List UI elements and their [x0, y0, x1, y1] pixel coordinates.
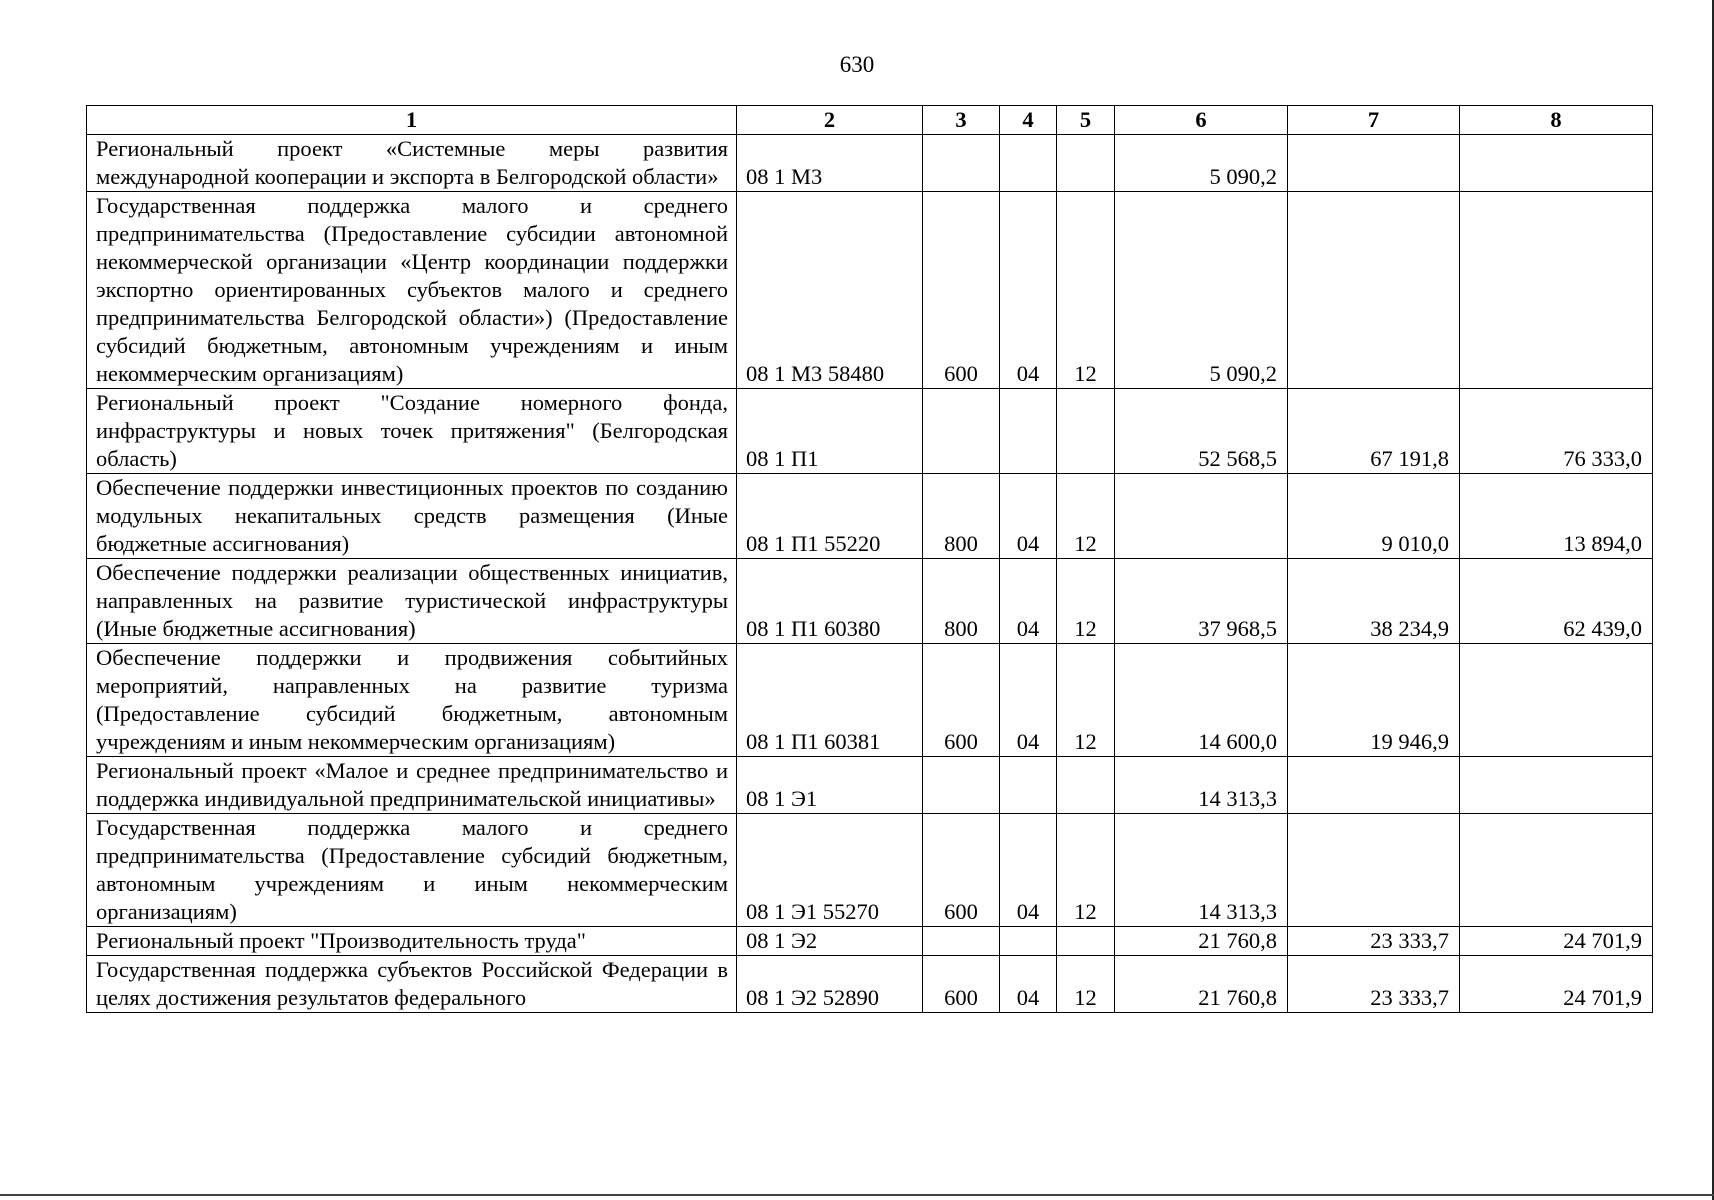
row-value-7: 19 946,9 [1288, 644, 1460, 757]
page-edge-bottom [0, 1194, 1714, 1196]
row-col3: 600 [923, 192, 1000, 389]
table-row [87, 135, 1653, 192]
row-col3 [923, 389, 1000, 474]
row-col4 [1000, 927, 1057, 956]
table-row [87, 956, 1653, 1013]
row-value-7 [1288, 814, 1460, 927]
row-name: Обеспечение поддержки и продвижения событийных мероприятий, направленных на развитие туризма (Предоставление субсидий бюджетным, автономным учреждениям и иным некоммерческим организациям) [87, 644, 737, 757]
header-cell: 7 [1288, 106, 1460, 135]
table-row [87, 927, 1653, 956]
row-col5: 12 [1057, 644, 1115, 757]
row-col4 [1000, 135, 1057, 192]
row-code: 08 1 П1 60381 [737, 644, 923, 757]
row-code: 08 1 М3 [737, 135, 923, 192]
row-value-7: 23 333,7 [1288, 927, 1460, 956]
row-code: 08 1 П1 55220 [737, 474, 923, 559]
row-col3 [923, 927, 1000, 956]
row-name: Региональный проект «Системные меры развития международной кооперации и экспорта в Белгородской области» [87, 135, 737, 192]
row-name: Государственная поддержка малого и среднего предпринимательства (Предоставление субсидии автономной некоммерческой организации «Центр координации поддержки экспортно ориентированных субъектов малого и среднего предпринимательства Белгородской области») (Предоставление субсидий бюджетным, автономным учреждениям и иным некоммерческим организациям) [87, 192, 737, 389]
header-cell: 8 [1460, 106, 1653, 135]
row-value-8 [1460, 814, 1653, 927]
row-col4: 04 [1000, 644, 1057, 757]
row-name: Государственная поддержка малого и среднего предпринимательства (Предоставление субсидий бюджетным, автономным учреждениям и иным некоммерческим организациям) [87, 814, 737, 927]
header-cell: 3 [923, 106, 1000, 135]
row-col5 [1057, 757, 1115, 814]
row-value-7 [1288, 135, 1460, 192]
row-code: 08 1 П1 [737, 389, 923, 474]
row-col3 [923, 135, 1000, 192]
row-code: 08 1 Э1 55270 [737, 814, 923, 927]
row-value-6: 21 760,8 [1115, 956, 1288, 1013]
table-row [87, 192, 1653, 389]
row-col5: 12 [1057, 559, 1115, 644]
row-value-7 [1288, 757, 1460, 814]
row-code: 08 1 П1 60380 [737, 559, 923, 644]
row-col4: 04 [1000, 956, 1057, 1013]
row-value-8 [1460, 757, 1653, 814]
row-col4: 04 [1000, 814, 1057, 927]
row-value-8: 13 894,0 [1460, 474, 1653, 559]
row-col5: 12 [1057, 474, 1115, 559]
row-name: Региональный проект «Малое и среднее предпринимательство и поддержка индивидуальной предпринимательской инициативы» [87, 757, 737, 814]
row-value-6: 5 090,2 [1115, 135, 1288, 192]
row-value-6: 14 600,0 [1115, 644, 1288, 757]
table-row [87, 389, 1653, 474]
row-value-8 [1460, 135, 1653, 192]
row-value-6: 5 090,2 [1115, 192, 1288, 389]
row-col3 [923, 757, 1000, 814]
row-value-8 [1460, 192, 1653, 389]
row-col5 [1057, 927, 1115, 956]
budget-table [86, 105, 1653, 1013]
row-value-6: 14 313,3 [1115, 814, 1288, 927]
header-cell: 2 [737, 106, 923, 135]
row-name: Обеспечение поддержки реализации общественных инициатив, направленных на развитие туристической инфраструктуры (Иные бюджетные ассигнования) [87, 559, 737, 644]
row-value-6: 14 313,3 [1115, 757, 1288, 814]
row-value-6: 37 968,5 [1115, 559, 1288, 644]
row-code: 08 1 Э2 [737, 927, 923, 956]
row-value-7: 38 234,9 [1288, 559, 1460, 644]
table-row [87, 644, 1653, 757]
row-code: 08 1 Э2 52890 [737, 956, 923, 1013]
header-cell: 4 [1000, 106, 1057, 135]
row-name: Региональный проект "Производительность труда" [87, 927, 737, 956]
row-value-7: 23 333,7 [1288, 956, 1460, 1013]
row-name: Региональный проект "Создание номерного фонда, инфраструктуры и новых точек притяжения" (Белгородская область) [87, 389, 737, 474]
table-row [87, 814, 1653, 927]
row-col5 [1057, 389, 1115, 474]
row-value-8: 62 439,0 [1460, 559, 1653, 644]
row-col4: 04 [1000, 192, 1057, 389]
row-col4: 04 [1000, 559, 1057, 644]
row-col5 [1057, 135, 1115, 192]
header-cell: 1 [87, 106, 737, 135]
header-cell: 5 [1057, 106, 1115, 135]
row-value-7 [1288, 192, 1460, 389]
row-col3: 600 [923, 644, 1000, 757]
header-cell: 6 [1115, 106, 1288, 135]
row-value-7: 67 191,8 [1288, 389, 1460, 474]
row-value-7: 9 010,0 [1288, 474, 1460, 559]
row-col3: 800 [923, 559, 1000, 644]
row-value-6: 52 568,5 [1115, 389, 1288, 474]
row-value-6 [1115, 474, 1288, 559]
row-col3: 800 [923, 474, 1000, 559]
row-name: Государственная поддержка субъектов Российской Федерации в целях достижения результатов федерального [87, 956, 737, 1013]
row-value-6: 21 760,8 [1115, 927, 1288, 956]
table-header-row [87, 106, 1653, 135]
row-col4 [1000, 389, 1057, 474]
row-code: 08 1 Э1 [737, 757, 923, 814]
table-row [87, 474, 1653, 559]
row-col3: 600 [923, 956, 1000, 1013]
table-row [87, 559, 1653, 644]
row-value-8: 24 701,9 [1460, 956, 1653, 1013]
row-col5: 12 [1057, 956, 1115, 1013]
row-value-8: 24 701,9 [1460, 927, 1653, 956]
row-col4: 04 [1000, 474, 1057, 559]
row-col4 [1000, 757, 1057, 814]
page-number: 630 [839, 52, 875, 77]
row-col5: 12 [1057, 192, 1115, 389]
row-value-8 [1460, 644, 1653, 757]
row-code: 08 1 М3 58480 [737, 192, 923, 389]
table-row [87, 757, 1653, 814]
row-name: Обеспечение поддержки инвестиционных проектов по созданию модульных некапитальных средств размещения (Иные бюджетные ассигнования) [87, 474, 737, 559]
row-value-8: 76 333,0 [1460, 389, 1653, 474]
row-col3: 600 [923, 814, 1000, 927]
row-col5: 12 [1057, 814, 1115, 927]
